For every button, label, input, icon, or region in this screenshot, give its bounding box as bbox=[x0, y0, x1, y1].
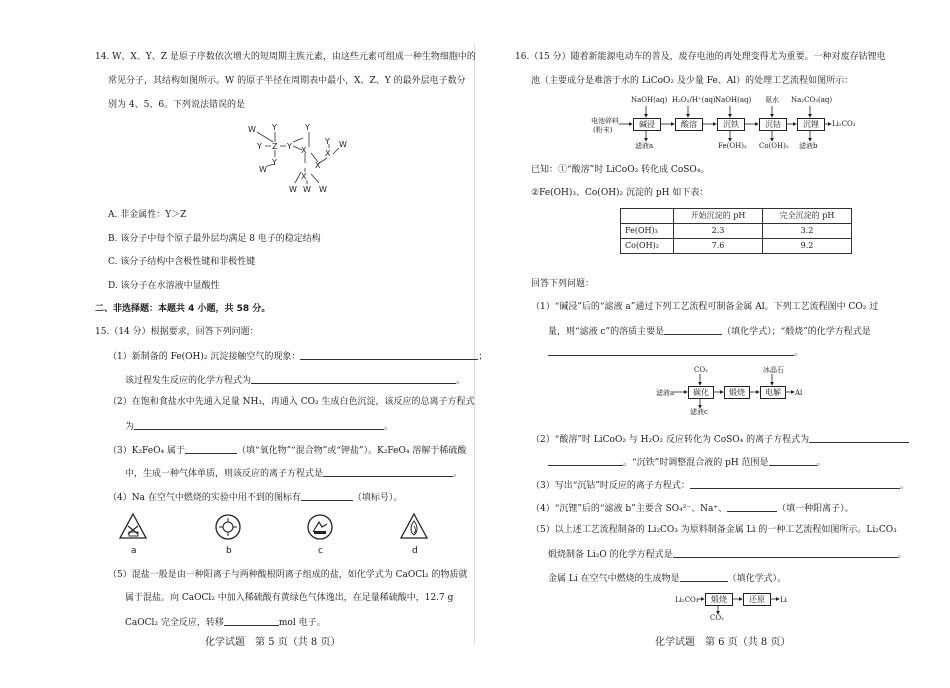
q14-option-c: C. 该分子结构中含极性键和非极性键 bbox=[108, 257, 256, 267]
footer-right: 化学试题 第 6 页（共 8 页） bbox=[655, 637, 791, 648]
q14-stem-line2: 常见分子，其结构如图所示。W 的原子半径在周期表中最小，X、Z、Y 的最外层电子数分 bbox=[108, 76, 466, 86]
answer-blank[interactable] bbox=[185, 444, 237, 454]
q14-stem-line1: 14. W、X、Y、Z 是原子序数依次增大的短周期主族元素，由这些元素可组成一种生物细胞中的 bbox=[95, 52, 476, 62]
q15-part5-line1: （5）混盐一般是由一种阳离子与两种酸根阴离子组成的盐，如化学式为 CaOCl₂ 的物质就 bbox=[108, 570, 468, 580]
q16-answer-heading: 回答下列问题： bbox=[531, 279, 595, 289]
q16-stem-line2: 池（主要成分是难溶于水的 LiCoO₂ 及少量 Fe、Al）的处理工艺流程如图所示： bbox=[531, 76, 854, 86]
reagent-label: 氨水 bbox=[765, 96, 779, 104]
output-label: 滤液a bbox=[635, 142, 654, 150]
atom-w: W bbox=[259, 165, 267, 174]
process-step-calcination: 煅烧 bbox=[705, 593, 733, 606]
q16-known-2: ②Fe(OH)₃、Co(OH)₂ 沉淀的 pH 如下表： bbox=[531, 188, 709, 198]
atom-x: X bbox=[325, 149, 331, 158]
q16-part2-line1: （2）“酸溶”时 LiCoO₂ 与 H₂O₂ 反应转化为 CoSO₄ 的离子方程式为 bbox=[531, 433, 909, 446]
output-label: Fe(OH)₃ bbox=[718, 142, 747, 150]
table-row bbox=[621, 239, 852, 254]
process-step-alkali-leach: 碱浸 bbox=[633, 118, 661, 131]
output-label: 滤液c bbox=[690, 408, 708, 416]
table-cell: 9.2 bbox=[763, 239, 852, 254]
output-label: Co(OH)₂ bbox=[759, 142, 789, 150]
output-label: CO₂ bbox=[710, 614, 724, 622]
table-header-row bbox=[621, 209, 852, 224]
q15-part2-line2: 为 。 bbox=[125, 422, 394, 432]
q16-stem-line1: 16.（15 分）随着新能源电动车的普及，废存电池的再处理变得尤为重要。一种对废存钴锂电 bbox=[515, 52, 886, 62]
table-cell: Co(OH)₂ bbox=[621, 239, 674, 254]
q16-part1-line3: 。 bbox=[548, 346, 803, 359]
table-row bbox=[621, 224, 852, 239]
table-cell: Fe(OH)₃ bbox=[621, 224, 674, 239]
answer-blank[interactable] bbox=[690, 479, 900, 489]
answer-blank[interactable] bbox=[673, 548, 898, 558]
table-cell: 3.2 bbox=[763, 224, 852, 239]
icon-label-d: d bbox=[412, 546, 418, 556]
q15-part3-line2: 中，生成一种气体单质，则该反应的离子方程式是 。 bbox=[125, 469, 463, 479]
q16-part5-line3: 金属 Li 在空气中燃烧的生成物是 （填化学式）。 bbox=[548, 574, 787, 584]
q15-part5-line2: 属于混盐。向 CaOCl₂ 中加入稀硫酸有黄绿色气体逸出，在足量稀硫酸中，12.7 g bbox=[125, 593, 454, 603]
section-2-heading: 二、非选择题：本题共 4 小题，共 58 分。 bbox=[95, 304, 271, 314]
process-step-cobalt-precip: 沉钴 bbox=[759, 118, 787, 131]
q14-option-b: B. 该分子中每个原子最外层均满足 8 电子的稳定结构 bbox=[108, 234, 321, 244]
q14-option-a: A. 非金属性：Y＞Z bbox=[108, 210, 187, 220]
table-cell: 7.6 bbox=[674, 239, 763, 254]
process-step-carbonation: 碳化 bbox=[688, 386, 714, 399]
q14-stem-line3: 别为 4、5、6。下列说法错误的是 bbox=[108, 100, 246, 110]
atom-y: Y bbox=[257, 142, 262, 151]
atom-w: W bbox=[319, 185, 327, 194]
answer-blank[interactable] bbox=[548, 456, 623, 466]
answer-blank[interactable] bbox=[323, 467, 453, 477]
reagent-label: NaOH(aq) bbox=[631, 96, 668, 104]
footer-left: 化学试题 第 5 页（共 8 页） bbox=[205, 637, 341, 648]
atom-w: W bbox=[339, 140, 347, 149]
answer-blank[interactable] bbox=[134, 420, 384, 430]
process-step-acid-dissolve: 酸溶 bbox=[675, 118, 703, 131]
icon-label-a: a bbox=[131, 546, 137, 556]
q15-part1-line1: （1）新制备的 Fe(OH)₂ 沉淀接触空气的现象： ； bbox=[108, 352, 488, 362]
table-header-cell: 开始沉淀的 pH bbox=[674, 209, 763, 224]
q16-part2-line2: 。“沉铁”时调整混合液的 pH 范围是 。 bbox=[548, 456, 826, 469]
q15-part2-line1: （2）在饱和食盐水中先通入足量 NH₃，再通入 CO₂ 生成白色沉淀，该反应的总离子方程式 bbox=[108, 397, 475, 407]
page-right bbox=[475, 0, 950, 688]
output-label: 滤液b bbox=[799, 142, 818, 150]
answer-blank[interactable] bbox=[664, 325, 722, 335]
atom-w: W bbox=[248, 125, 256, 134]
atom-x: X bbox=[315, 161, 321, 170]
atom-y: Y bbox=[287, 142, 292, 151]
feed-label: 电池碎料 bbox=[591, 117, 619, 125]
ph-table bbox=[620, 208, 852, 254]
process-step-calcination: 煅烧 bbox=[724, 386, 750, 399]
product-label: Li₂CO₃ bbox=[832, 120, 856, 128]
atom-w: W bbox=[303, 185, 311, 194]
q16-part5-line1: （5）以上述工艺流程制备的 Li₂CO₃ 为原料制备金属 Li 的一种工艺流程如图所示。Li₂CO₃ bbox=[531, 525, 897, 535]
table-header-cell bbox=[621, 209, 674, 224]
q16-part3: （3）写出“沉钴”时反应的离子方程式： 。 bbox=[531, 481, 909, 491]
q16-part1-line1: （1）“碱浸”后的“滤液 a”通过下列工艺流程可制备金属 Al。下列工艺流程图中 CO₂ 过 bbox=[531, 302, 879, 312]
atom-y: Y bbox=[325, 137, 330, 146]
q16-part5-line2: 煅烧制备 Li₂O 的化学方程式是 。 bbox=[548, 550, 907, 560]
atom-y: Y bbox=[305, 123, 310, 132]
q15-part3-line1: （3）K₂FeO₄ 属于 （填“氧化物”“混合物”或“钾盐”）。K₂FeO₄ 溶解于稀硫酸 bbox=[108, 446, 467, 456]
atom-y: Y bbox=[272, 123, 277, 132]
answer-blank[interactable] bbox=[251, 374, 456, 384]
process-step-iron-precip: 沉铁 bbox=[717, 118, 745, 131]
q15-stem: 15.（14 分）根据要求，回答下列问题： bbox=[95, 327, 259, 337]
q14-option-d: D. 该分子在水溶液中显酸性 bbox=[108, 281, 220, 291]
lab-safety-icon-a bbox=[118, 512, 148, 542]
reagent-label: 冰晶石 bbox=[763, 366, 784, 374]
feed-label-sub: (粉末) bbox=[593, 126, 613, 134]
table-header-cell: 完全沉淀的 pH bbox=[763, 209, 852, 224]
reagent-label: H₂O₂/H⁺(aq) bbox=[672, 96, 716, 104]
atom-w: W bbox=[289, 185, 297, 194]
reagent-label: Na₂CO₃(aq) bbox=[791, 96, 833, 104]
q15-part1-line2: 该过程发生反应的化学方程式为 。 bbox=[125, 376, 466, 386]
answer-blank[interactable] bbox=[548, 346, 794, 356]
process-step-lithium-precip: 沉锂 bbox=[797, 118, 825, 131]
lab-safety-icon-c bbox=[305, 512, 335, 542]
reagent-label: CO₂ bbox=[694, 366, 708, 374]
table-cell: 2.3 bbox=[674, 224, 763, 239]
feed-label: 滤液a bbox=[656, 389, 675, 397]
q15-part4: （4）Na 在空气中燃烧的实验中用不到的图标有 （填标号）。 bbox=[108, 493, 403, 503]
answer-blank[interactable] bbox=[300, 350, 478, 360]
product-label: Li bbox=[780, 596, 787, 604]
icon-label-b: b bbox=[226, 546, 232, 556]
reagent-label: NaOH(aq) bbox=[715, 96, 752, 104]
lab-safety-icon-d bbox=[399, 512, 429, 542]
answer-blank[interactable] bbox=[769, 456, 817, 466]
atom-x: X bbox=[301, 146, 307, 155]
answer-blank[interactable] bbox=[809, 433, 909, 443]
q16-part1-line2: 量，则“滤液 c”的溶质主要是 （填化学式）；“煅烧”的化学方程式是 bbox=[548, 327, 871, 337]
icon-label-c: c bbox=[318, 546, 323, 556]
process-step-reduction: 还原 bbox=[743, 593, 771, 606]
q16-known-1: 已知：①“酸溶”时 LiCoO₂ 转化成 CoSO₄。 bbox=[531, 165, 710, 175]
answer-blank[interactable] bbox=[224, 616, 279, 626]
feed-label: Li₂CO₃ bbox=[675, 596, 699, 604]
q16-part4: （4）“沉锂”后的“滤液 b”主要含 SO₄²⁻、Na⁺、 （填一种阳离子）。 bbox=[531, 504, 854, 514]
process-step-electrolysis: 电解 bbox=[760, 386, 786, 399]
atom-x: X bbox=[301, 172, 307, 181]
atom-y: Y bbox=[272, 158, 277, 167]
answer-blank[interactable] bbox=[301, 491, 353, 501]
q14-molecule-structure bbox=[235, 120, 355, 198]
product-label: Al bbox=[795, 389, 803, 397]
q15-part5-line3: CaOCl₂ 完全反应，转移 mol 电子。 bbox=[125, 618, 326, 628]
atom-z: Z bbox=[272, 142, 278, 151]
answer-blank[interactable] bbox=[727, 502, 777, 512]
lab-safety-icon-b bbox=[213, 512, 243, 542]
